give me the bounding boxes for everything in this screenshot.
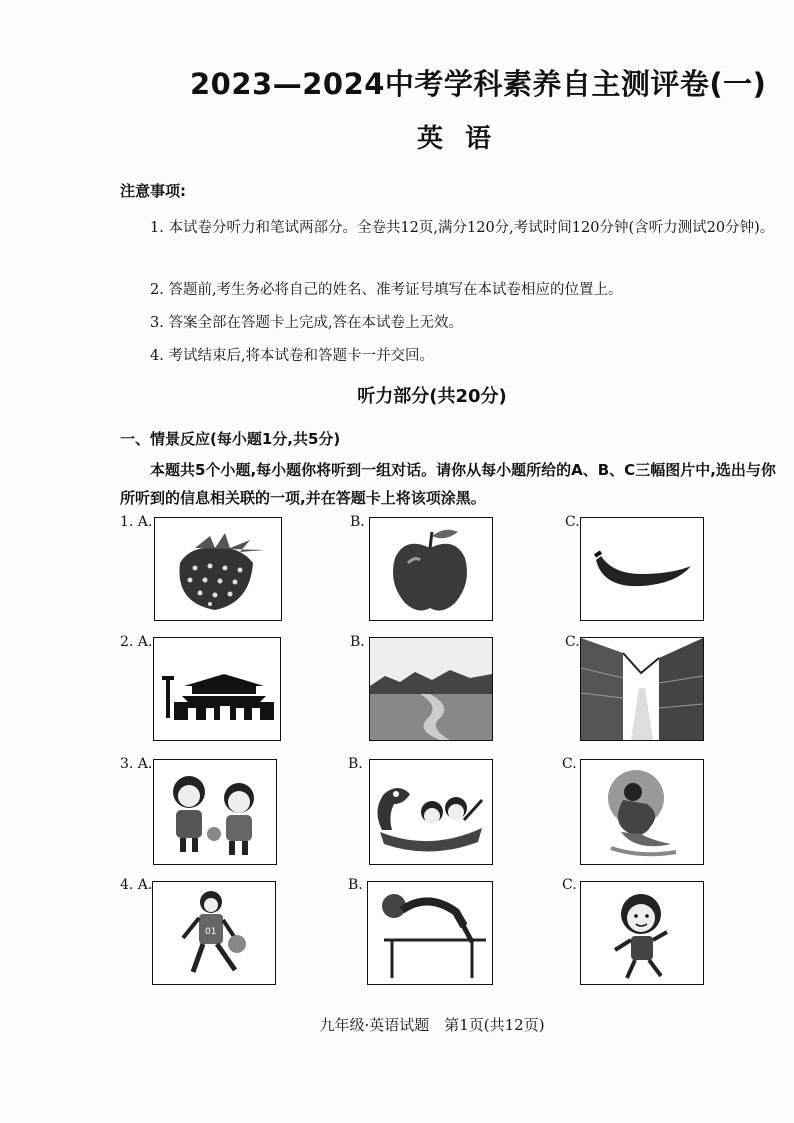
old-street-icon xyxy=(581,638,703,740)
question-2-option-b-label: B. xyxy=(350,634,365,650)
part1-heading: 一、情景反应(每小题1分,共5分) xyxy=(120,430,341,448)
question-4-label: 4. A. xyxy=(120,877,153,893)
q2-option-c-image[interactable] xyxy=(580,637,704,741)
listening-section-heading: 听力部分(共20分) xyxy=(357,386,507,407)
notice-item-1: 1. 本试卷分听力和笔试两部分。全卷共12页,满分120分,考试时间120分钟(含听力测试20分钟)。 xyxy=(150,220,775,236)
question-4-option-b-label: B. xyxy=(348,877,363,893)
river-landscape-icon xyxy=(370,638,492,740)
moon-fairy-icon xyxy=(581,760,703,864)
svg-text:01: 01 xyxy=(205,927,217,937)
q3-option-a-image[interactable] xyxy=(153,759,277,865)
q1-option-a-image[interactable] xyxy=(154,517,282,621)
banana-icon xyxy=(581,518,703,620)
q3-option-c-image[interactable] xyxy=(580,759,704,865)
q2-option-b-image[interactable] xyxy=(369,637,493,741)
festival-kids-icon xyxy=(154,760,276,864)
question-4-option-c-label: C. xyxy=(562,877,577,893)
part1-instruction: 本题共5个小题,每小题你将听到一组对话。请你从每小题所给的A、B、C三幅图片中,选出与你所听到的信息相关联的一项,并在答题卡上将该项涂黑。 xyxy=(120,461,776,507)
high-jump-icon xyxy=(368,882,492,984)
dragon-boat-icon xyxy=(370,760,492,864)
question-2-option-c-label: C. xyxy=(565,634,580,650)
q1-option-c-image[interactable] xyxy=(580,517,704,621)
q4-option-a-image[interactable] xyxy=(152,881,276,985)
subject-title: 英语 xyxy=(416,124,513,154)
q4-option-b-image[interactable] xyxy=(367,881,493,985)
notice-heading: 注意事项: xyxy=(120,182,186,200)
q3-option-b-image[interactable] xyxy=(369,759,493,865)
notice-item-2: 2. 答题前,考生务必将自己的姓名、准考证号填写在本试卷相应的位置上。 xyxy=(150,282,623,298)
q4-option-c-image[interactable] xyxy=(580,881,704,985)
q1-option-b-image[interactable] xyxy=(369,517,493,621)
notice-item-4: 4. 考试结束后,将本试卷和答题卡一并交回。 xyxy=(150,348,435,364)
strawberry-icon xyxy=(155,518,281,620)
question-1-label: 1. A. xyxy=(120,514,153,530)
running-girl-icon xyxy=(581,882,703,984)
question-3-option-b-label: B. xyxy=(348,756,363,772)
q2-option-a-image[interactable] xyxy=(153,637,281,741)
question-3-option-c-label: C. xyxy=(562,756,577,772)
page-footer: 九年级·英语试题 第1页(共12页) xyxy=(319,1016,545,1034)
basketball-girl-icon xyxy=(153,882,275,984)
question-1-option-c-label: C. xyxy=(565,514,580,530)
tiananmen-icon xyxy=(154,638,280,740)
apple-icon xyxy=(370,518,492,620)
notice-item-3: 3. 答案全部在答题卡上完成,答在本试卷上无效。 xyxy=(150,315,464,331)
question-1-option-b-label: B. xyxy=(350,514,365,530)
question-3-label: 3. A. xyxy=(120,756,153,772)
question-2-label: 2. A. xyxy=(120,634,153,650)
exam-title: 2023—2024中考学科素养自主测评卷(一) xyxy=(190,67,767,101)
